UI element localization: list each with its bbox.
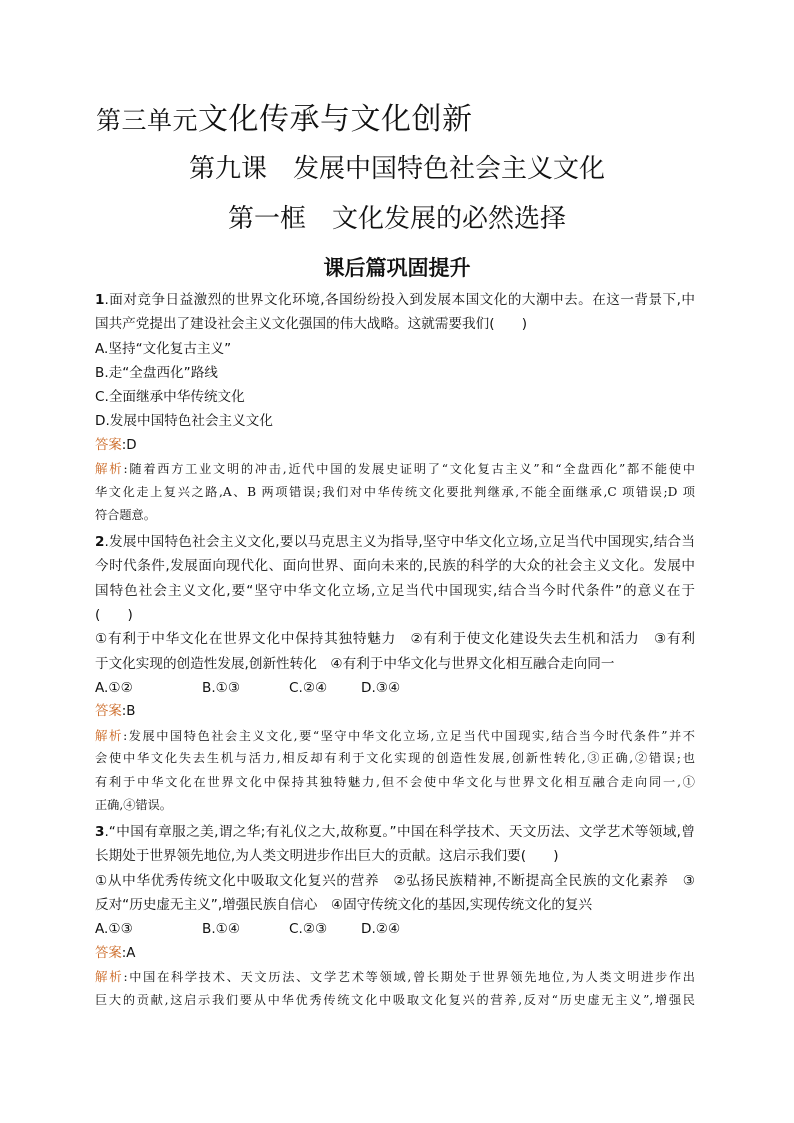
practice-subtitle: 课后篇巩固提升 bbox=[323, 256, 471, 280]
answer-label: 答案 bbox=[95, 945, 122, 961]
options-row bbox=[95, 917, 695, 941]
answer-value: :A bbox=[121, 945, 136, 961]
question-1 bbox=[95, 288, 695, 528]
answer-line bbox=[95, 700, 695, 724]
answer-value: :B bbox=[121, 704, 136, 720]
explanation-line: 正确,④错误。 bbox=[95, 798, 172, 813]
answer-value: :D bbox=[121, 437, 137, 453]
explanation-label: 解析 bbox=[95, 969, 124, 984]
answer-line bbox=[95, 434, 695, 458]
answer-label: 答案 bbox=[95, 704, 122, 720]
options-row bbox=[95, 676, 695, 700]
lesson-heading: 第九课 发展中国特色社会主义文化 bbox=[188, 154, 605, 184]
question-stem-line: 国共产党提出了建设社会主义文化强国的伟大战略。这就需要我们( ) bbox=[95, 316, 528, 333]
question-list bbox=[95, 288, 695, 1012]
unit-title: 文化传承与文化创新 bbox=[198, 102, 473, 137]
question-stem-line: 2.发展中国特色社会主义文化,要以马克思主义为指导,坚守中华文化立场,立足当代中国现实,结合当 bbox=[95, 534, 695, 551]
question-stem-line: ( ) bbox=[95, 606, 133, 623]
explanation-line: 巨大的贡献,这启示我们要从中华优秀传统文化中吸取文化复兴的营养,反对“历史虚无主义”,增强民 bbox=[95, 992, 695, 1007]
choice-line: ①有利于中华文化在世界文化中保持其独特魅力 ②有利于使文化建设失去生机和活力 ③有利 bbox=[95, 631, 695, 648]
option-d: D.②④ bbox=[361, 921, 401, 938]
explanation-label: 解析 bbox=[95, 727, 124, 743]
option-b: B.走“全盘西化”路线 bbox=[95, 364, 218, 381]
explanation-line: 会使中华文化失去生机与活力,相反却有利于文化实现的创造性发展,创新性转化,③正确,②错误;也 bbox=[95, 751, 695, 766]
section-heading: 第一框 文化发展的必然选择 bbox=[227, 204, 566, 234]
choice-line: 反对“历史虚无主义”,增强民族自信心 ④固守传统文化的基因,实现传统文化的复兴 bbox=[95, 896, 593, 913]
option-d: D.③④ bbox=[361, 679, 401, 696]
answer-line bbox=[95, 942, 695, 966]
answer-label: 答案 bbox=[95, 437, 122, 453]
explanation-line: 华文化走上复兴之路,A、B 两项错误;我们对中华传统文化要批判继承,不能全面继承,C 项错误;D 项 bbox=[95, 484, 695, 499]
option-c: C.全面继承中华传统文化 bbox=[95, 389, 245, 406]
explanation-line: 解析:随着西方工业文明的冲击,近代中国的发展史证明了“文化复古主义”和“全盘西化”都不能使中 bbox=[95, 461, 695, 477]
option-a: A.①③ bbox=[95, 921, 133, 938]
option-a: A.坚持“文化复古主义” bbox=[95, 340, 232, 357]
question-stem-line: 长期处于世界领先地位,为人类文明进步作出巨大的贡献。这启示我们要( ) bbox=[95, 848, 559, 865]
question-stem-line: 3.“中国有章服之美,谓之华;有礼仪之大,故称夏。”中国在科学技术、天文历法、文学艺术等领域,曾 bbox=[95, 824, 695, 841]
unit-prefix: 第三单元 bbox=[96, 106, 199, 135]
unit-heading bbox=[96, 100, 473, 141]
explanation-line: 符合题意。 bbox=[95, 508, 156, 523]
choice-line: ①从中华优秀传统文化中吸取文化复兴的营养 ②弘扬民族精神,不断提高全民族的文化素养 ③ bbox=[95, 872, 695, 889]
choice-line: 于文化实现的创造性发展,创新性转化 ④有利于中华文化与世界文化相互融合走向同一 bbox=[95, 655, 615, 672]
question-stem-line: 1.面对竞争日益激烈的世界文化环境,各国纷纷投入到发展本国文化的大潮中去。在这一背景下,中 bbox=[95, 292, 695, 308]
explanation-line: 有利于中华文化在世界文化中保持其独特魅力,但不会使中华文化与世界文化相互融合走向同一,① bbox=[95, 774, 695, 789]
question-stem-line: 今时代条件,发展面向现代化、面向世界、面向未来的,民族的科学的大众的社会主义文化。发展中 bbox=[95, 558, 695, 575]
question-stem-line: 国特色社会主义文化,要“坚守中华文化立场,立足当代中国现实,结合当今时代条件”的意义在于 bbox=[95, 582, 695, 599]
option-c: C.②④ bbox=[289, 679, 328, 696]
option-a: A.①② bbox=[95, 679, 133, 696]
option-d: D.发展中国特色社会主义文化 bbox=[95, 413, 273, 430]
question-2 bbox=[95, 530, 695, 818]
option-b: B.①③ bbox=[202, 679, 241, 696]
explanation-line: 解析:发展中国特色社会主义文化,要“坚守中华文化立场,立足当代中国现实,结合当今时代条件”并不 bbox=[95, 727, 695, 743]
explanation-line: 解析:中国在科学技术、天文历法、文学艺术等领域,曾长期处于世界领先地位,为人类文明进步作出 bbox=[95, 969, 695, 984]
question-3 bbox=[95, 820, 695, 1012]
option-c: C.②③ bbox=[289, 921, 328, 938]
option-b: B.①④ bbox=[202, 921, 241, 938]
explanation-label: 解析 bbox=[95, 461, 124, 477]
